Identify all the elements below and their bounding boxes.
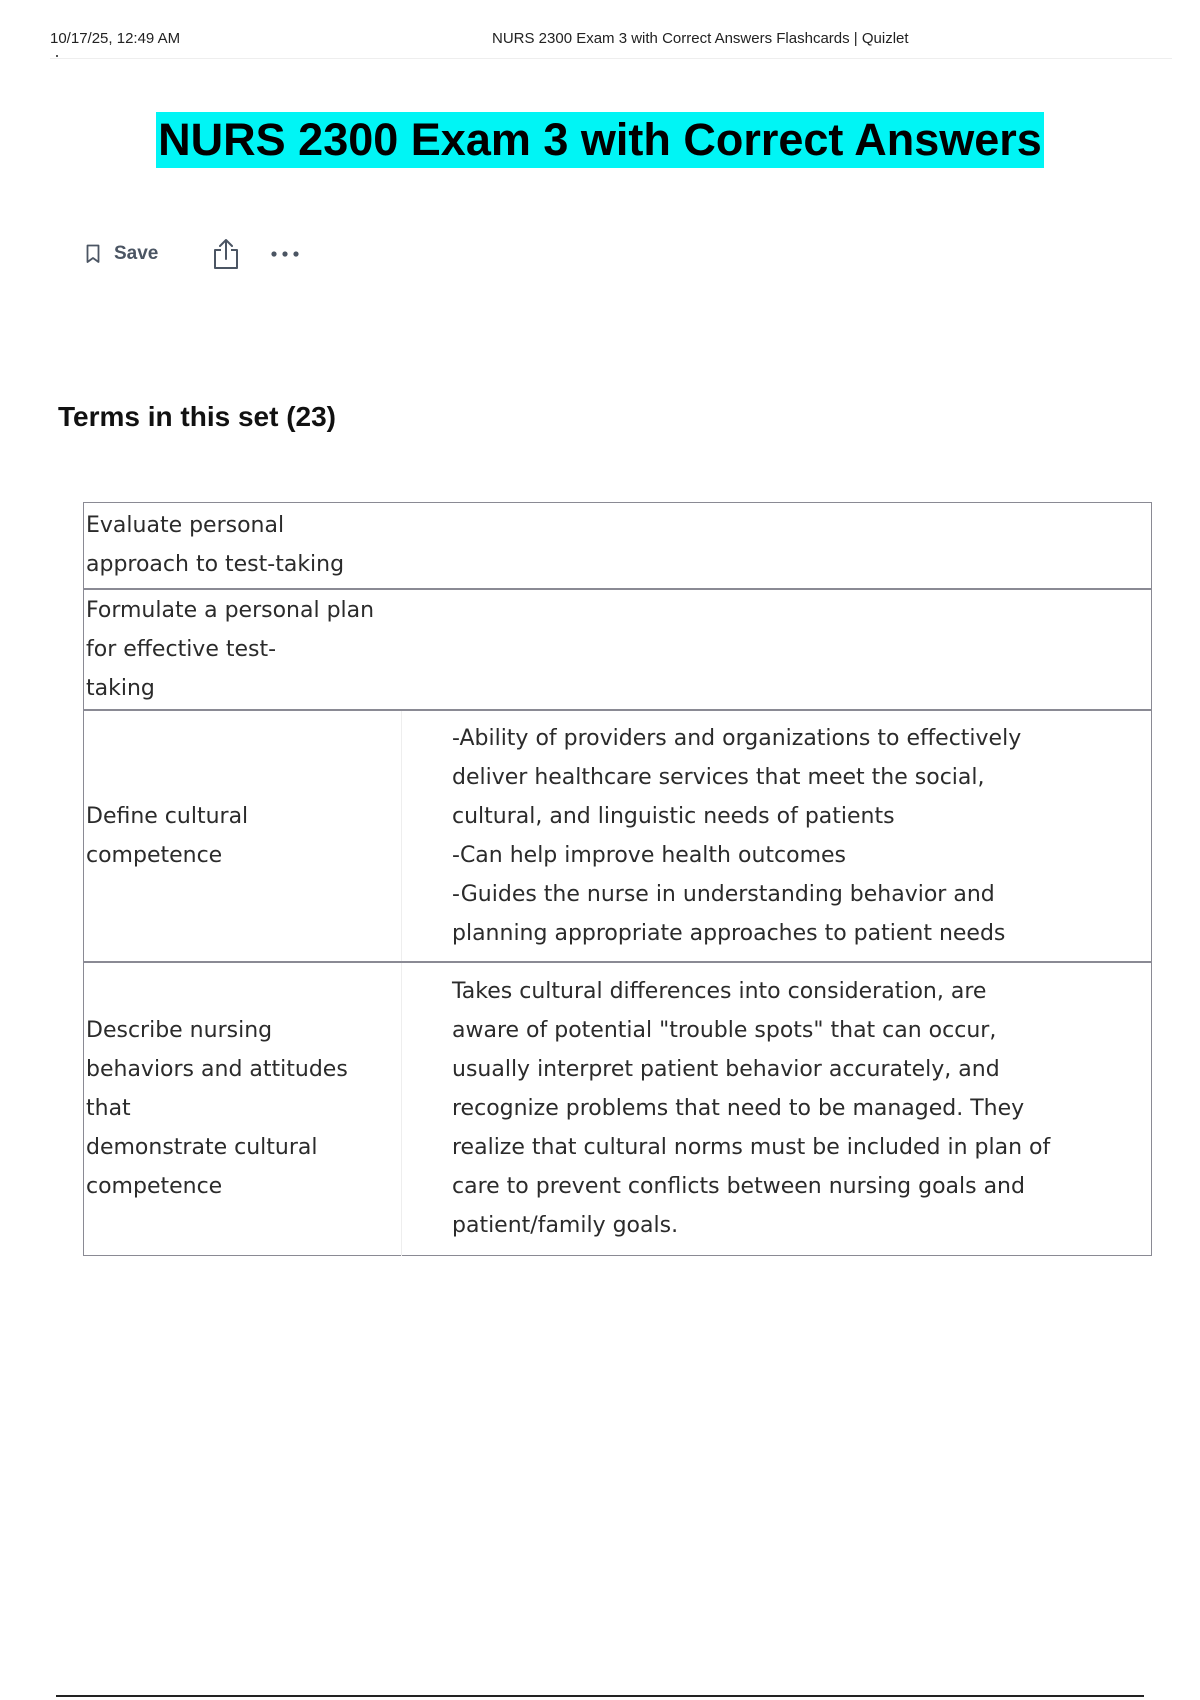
share-icon	[212, 238, 240, 270]
bookmark-icon	[86, 244, 100, 264]
term-row[interactable]	[84, 503, 1152, 589]
print-datetime: 10/17/25, 12:49 AM	[50, 30, 181, 47]
terms-table	[83, 502, 1152, 1256]
definition-line: usually interpret patient behavior accurately, and	[452, 1057, 1000, 1083]
definition-line: -Ability of providers and organizations to effectively	[452, 725, 1022, 751]
definition-line: -Guides the nurse in understanding behavior and	[452, 881, 995, 907]
share-button[interactable]	[212, 238, 240, 270]
more-options-button[interactable]	[270, 250, 300, 258]
term-row[interactable]	[84, 710, 1152, 962]
definition-text	[402, 962, 1152, 1256]
more-dots-icon	[270, 250, 300, 258]
page-title-container	[0, 112, 1200, 168]
definition-line: deliver healthcare services that meet the social,	[452, 764, 985, 790]
print-document-title: NURS 2300 Exam 3 with Correct Answers Flashcards | Quizlet	[492, 30, 909, 47]
term-row[interactable]	[84, 962, 1152, 1256]
save-label: Save	[114, 243, 159, 264]
set-toolbar	[86, 236, 300, 272]
definition-line: patient/family goals.	[452, 1213, 679, 1239]
page-title: NURS 2300 Exam 3 with Correct Answers	[156, 112, 1044, 168]
definition-text	[402, 589, 1152, 710]
definition-line: Takes cultural differences into consideration, are	[452, 979, 987, 1005]
term-text: Define cultural competence	[84, 710, 402, 962]
definition-text	[402, 503, 1152, 589]
term-row[interactable]	[84, 589, 1152, 710]
term-text: Formulate a personal plan for effective test- taking	[86, 597, 375, 701]
definition-line: recognize problems that need to be managed. They	[452, 1096, 1025, 1122]
save-button[interactable]	[86, 243, 158, 265]
footer-divider	[56, 1695, 1144, 1697]
definition-line: realize that cultural norms must be included in plan of	[452, 1135, 1051, 1161]
header-tick-mark	[56, 55, 58, 57]
print-header	[50, 28, 1172, 59]
term-text: Evaluate personal approach to test-taking	[86, 513, 345, 578]
definition-line: -Can help improve health outcomes	[452, 842, 846, 868]
definition-line: planning appropriate approaches to patient needs	[452, 920, 1006, 946]
definition-line: aware of potential "trouble spots" that can occur,	[452, 1018, 997, 1044]
term-text: Describe nursing behaviors and attitudes that demonstrate cultural competence	[84, 962, 402, 1256]
definition-line: cultural, and linguistic needs of patients	[452, 803, 895, 829]
definition-line: care to prevent conflicts between nursing goals and	[452, 1174, 1025, 1200]
terms-heading: Terms in this set (23)	[58, 401, 337, 432]
definition-text	[402, 710, 1152, 962]
